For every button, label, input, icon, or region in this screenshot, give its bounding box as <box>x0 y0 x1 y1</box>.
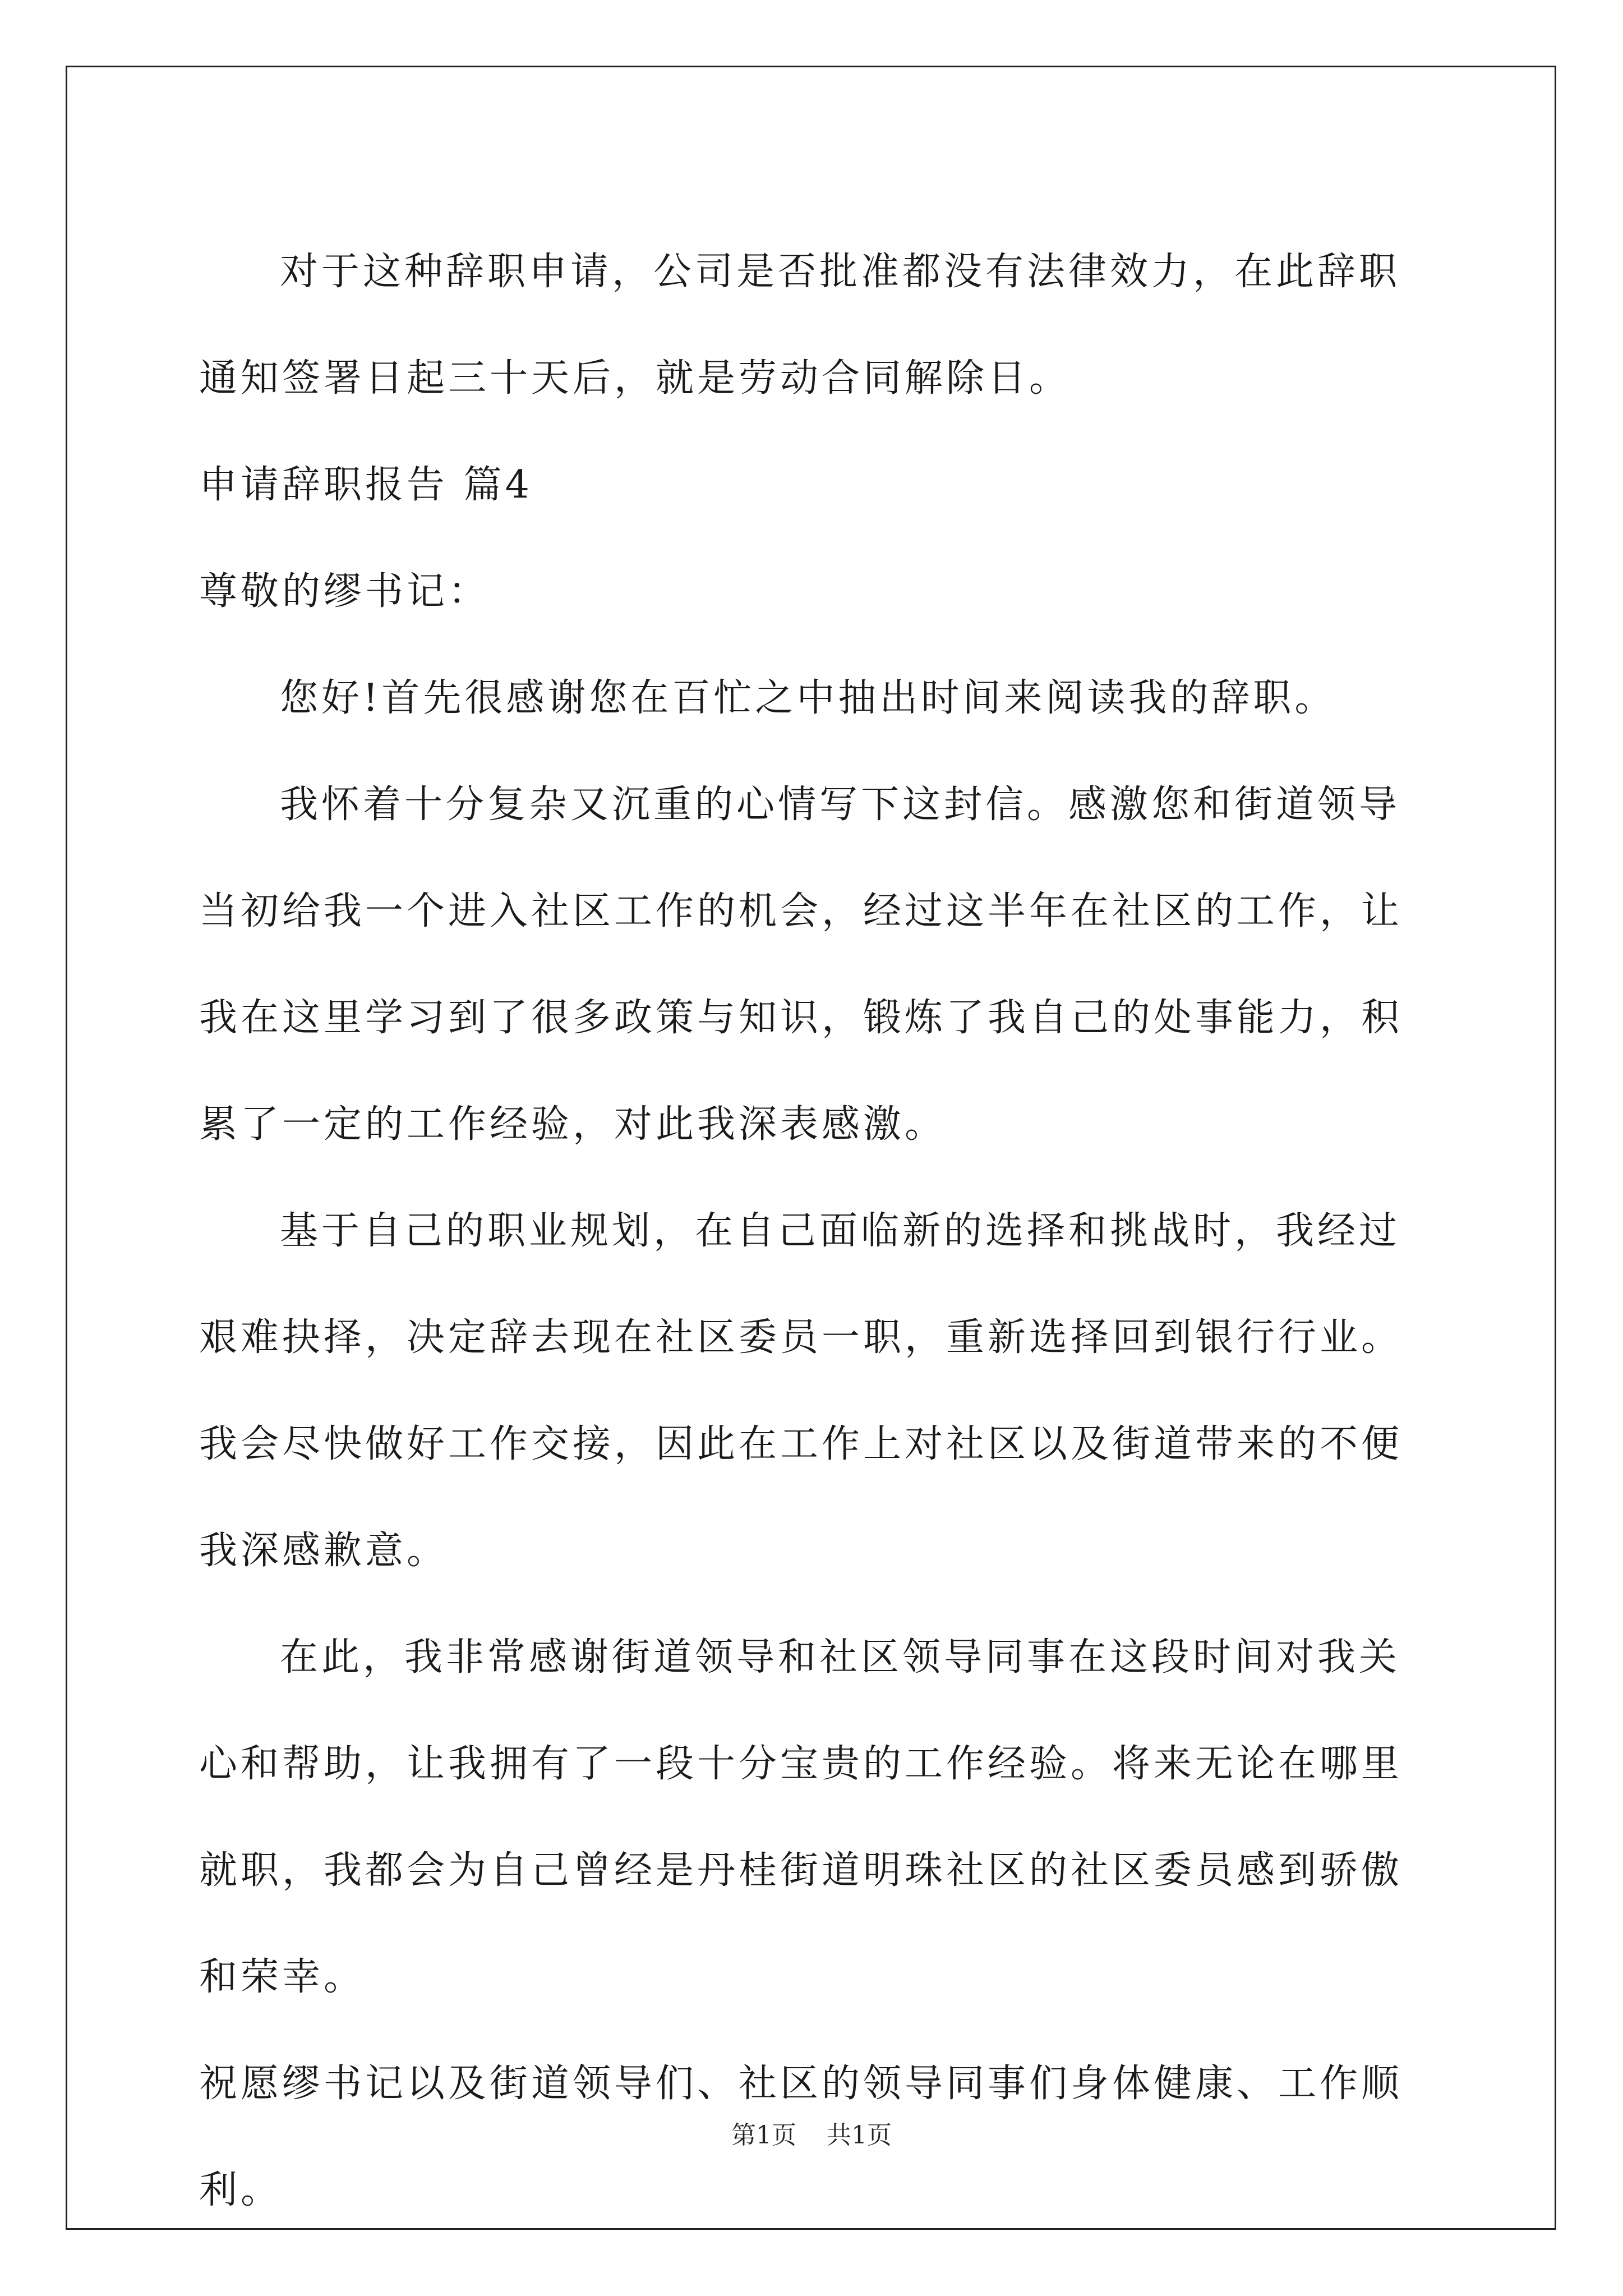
page-total: 共1页 <box>827 2121 892 2150</box>
document-body <box>199 219 1433 2244</box>
page-number: 第1页 <box>731 2121 796 2150</box>
paragraph-thanks: 在此，我非常感谢街道领导和社区领导同事在这段时间对我关心和帮助，让我拥有了一段十分宝贵的工作经验。将来无论在哪里就职，我都会为自己曾经是丹桂街道明珠社区的社区委员感到骄傲和荣幸。 <box>199 1635 1403 1999</box>
paragraph-greeting: 您好!首先很感谢您在百忙之中抽出时间来阅读我的辞职。 <box>280 676 1336 720</box>
paragraph-resignation-note: 对于这种辞职申请，公司是否批准都没有法律效力，在此辞职通知签署日起三十天后，就是劳动合同解除日。 <box>199 250 1401 401</box>
paragraph-decision: 基于自己的职业规划，在自己面临新的选择和挑战时，我经过艰难抉择，决定辞去现在社区委员一职，重新选择回到银行行业。我会尽快做好工作交接，因此在工作上对社区以及街道带来的不便我深感歉意。 <box>199 1209 1403 1573</box>
page-footer <box>0 2115 1623 2151</box>
paragraph-wishes: 祝愿缪书记以及街道领导们、社区的领导同事们身体健康、工作顺利。 <box>199 2062 1403 2212</box>
section-heading: 申请辞职报告 篇4 <box>199 463 533 507</box>
salutation: 尊敬的缪书记： <box>199 569 490 614</box>
paragraph-gratitude: 我怀着十分复杂又沉重的心情写下这封信。感激您和街道领导当初给我一个进入社区工作的机会，经过这半年在社区的工作，让我在这里学习到了很多政策与知识，锻炼了我自己的处事能力，积累了一定的工作经验，对此我深表感激。 <box>199 783 1403 1147</box>
